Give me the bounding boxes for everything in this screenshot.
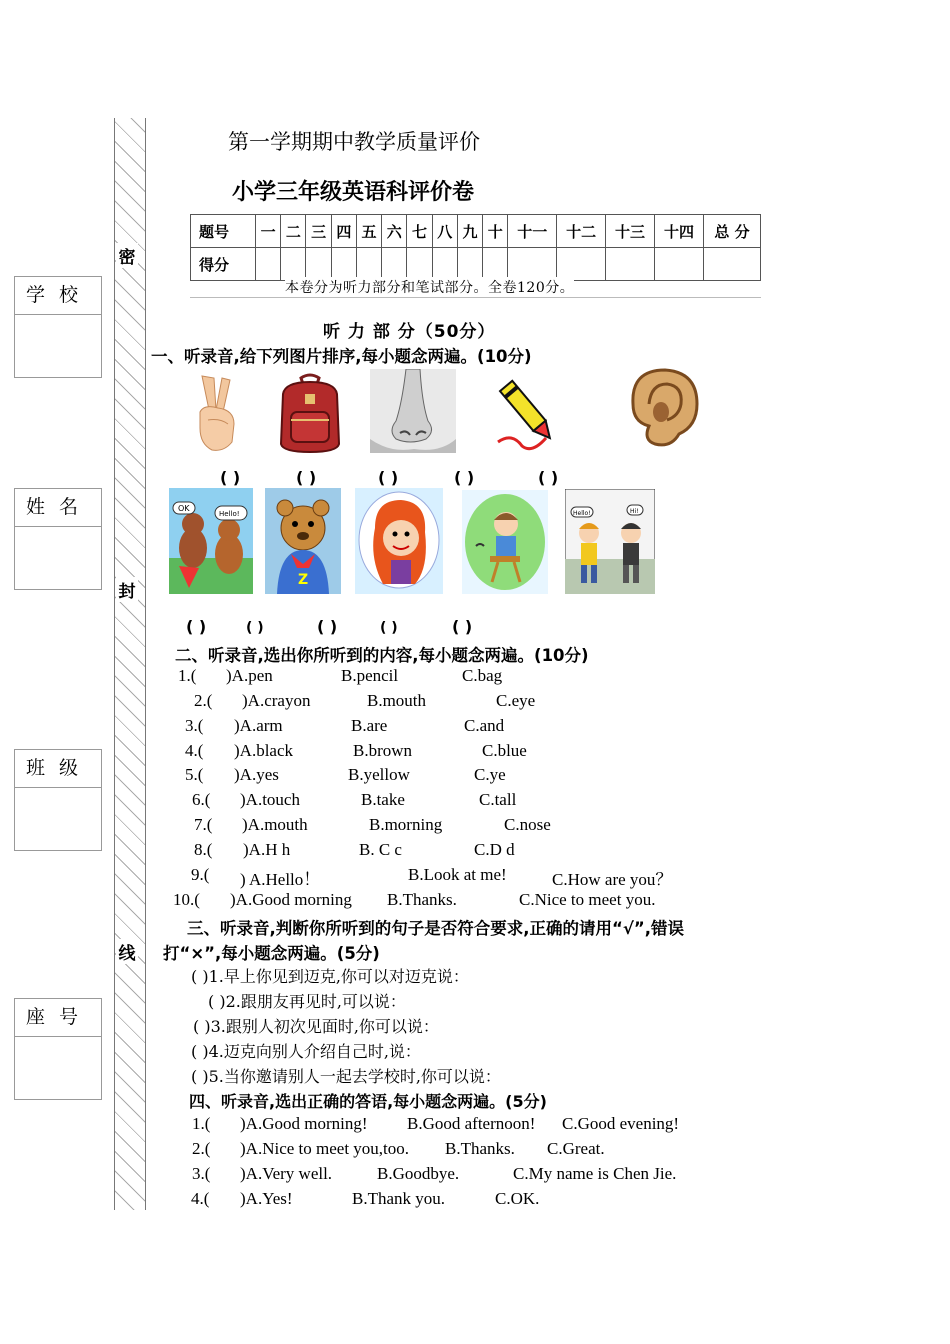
item-number[interactable]: 5.(: [185, 765, 204, 784]
divider: [190, 297, 761, 298]
col-10: 十: [483, 215, 508, 248]
item-number[interactable]: 6.(: [192, 790, 211, 809]
col-12: 十二: [557, 215, 606, 248]
score-cell[interactable]: [382, 248, 407, 281]
backpack-picture: [273, 372, 347, 454]
exam-note: 本卷分为听力部分和笔试部分。全卷120分。: [285, 277, 574, 297]
answer-paren[interactable]: ( ): [452, 617, 473, 636]
answer-paren[interactable]: ( ): [246, 620, 264, 636]
option-c: C.My name is Chen Jie.: [513, 1164, 677, 1183]
option-a: )A.crayon: [242, 691, 311, 710]
peace-hand-picture: [194, 372, 240, 454]
option-b: B.Good afternoon!: [407, 1114, 536, 1133]
seal-char-feng: 封: [116, 577, 138, 602]
option-a: )A.pen: [226, 666, 273, 685]
score-cell[interactable]: [457, 248, 482, 281]
class-field[interactable]: [15, 788, 101, 850]
part3-item-5[interactable]: ( )5.当你邀请别人一起去学校时,你可以说：: [191, 1067, 501, 1086]
exam-subtitle: 第一学期期中教学质量评价: [228, 130, 480, 154]
col-13: 十三: [606, 215, 655, 248]
item-number[interactable]: 1.(: [192, 1114, 211, 1133]
score-table: [190, 214, 761, 281]
col-3: 三: [306, 215, 331, 248]
item-number[interactable]: 10.(: [173, 890, 200, 909]
col-4: 四: [331, 215, 356, 248]
item-number[interactable]: 2.(: [194, 691, 213, 710]
score-cell[interactable]: [654, 248, 703, 281]
option-b: B.Thanks.: [387, 890, 457, 909]
part3-item-4[interactable]: ( )4.迈克向别人介绍自己时,说：: [191, 1042, 421, 1061]
option-b: B.are: [351, 716, 388, 735]
option-a: )A.Very well.: [240, 1164, 333, 1183]
listening-section-title: 听 力 部 分（50分）: [323, 322, 496, 342]
col-2: 二: [281, 215, 306, 248]
seat-box: [14, 998, 102, 1100]
option-c: C.Nice to meet you.: [519, 890, 656, 909]
part3-item-3[interactable]: ( )3.跟别人初次见面时,你可以说：: [193, 1017, 439, 1036]
crayon-picture: [492, 372, 564, 454]
option-c: C.How are you？: [552, 870, 673, 889]
option-b: B.take: [361, 790, 405, 809]
option-b: B.pencil: [341, 666, 399, 685]
score-cell[interactable]: [281, 248, 306, 281]
score-table-score-row: [191, 248, 761, 281]
item-number[interactable]: 2.(: [192, 1139, 211, 1158]
option-a: )A.mouth: [242, 815, 308, 834]
option-c: C.ye: [474, 765, 506, 784]
seal-line-strip: [114, 118, 146, 1210]
item-number[interactable]: 7.(: [194, 815, 213, 834]
option-c: C.bag: [462, 666, 503, 685]
option-b: B. C c: [359, 840, 402, 859]
option-a: )A.Good morning: [230, 890, 352, 909]
bear-with-z-picture: [265, 488, 341, 594]
col-11: 十一: [508, 215, 557, 248]
item-number[interactable]: 4.(: [191, 1189, 210, 1208]
item-number[interactable]: 4.(: [185, 741, 204, 760]
option-c: C.and: [464, 716, 505, 735]
name-label: 姓 名: [15, 489, 101, 527]
option-b: B.Thank you.: [352, 1189, 446, 1208]
seat-label: 座 号: [15, 999, 101, 1037]
header-label: 题号: [191, 215, 256, 248]
col-total: 总 分: [704, 215, 761, 248]
score-cell[interactable]: [432, 248, 457, 281]
col-1: 一: [256, 215, 281, 248]
col-7: 七: [407, 215, 432, 248]
option-b: B.brown: [353, 741, 413, 760]
col-8: 八: [432, 215, 457, 248]
score-label: 得分: [191, 248, 256, 281]
option-c: C.OK.: [495, 1189, 540, 1208]
part3-heading-line2: 打“×”,每小题念两遍。(5分): [163, 944, 380, 963]
option-b: B.yellow: [348, 765, 410, 784]
answer-paren[interactable]: ( ): [186, 617, 207, 636]
col-14: 十四: [654, 215, 703, 248]
option-c: C.nose: [504, 815, 551, 834]
col-9: 九: [457, 215, 482, 248]
answer-paren[interactable]: ( ): [538, 468, 559, 487]
option-c: C.blue: [482, 741, 527, 760]
part3-heading-line1: 三、听录音,判断你所听到的句子是否符合要求,正确的请用“√”,错误: [187, 919, 684, 938]
answer-paren[interactable]: ( ): [296, 468, 317, 487]
option-a: )A.yes: [234, 765, 279, 784]
score-cell[interactable]: [256, 248, 281, 281]
option-c: C.eye: [496, 691, 536, 710]
score-cell[interactable]: [483, 248, 508, 281]
nose-picture: [370, 369, 456, 453]
option-b: B.mouth: [367, 691, 427, 710]
score-cell[interactable]: [704, 248, 761, 281]
greeting-boys-picture: [565, 489, 655, 594]
option-a: )A.H h: [243, 840, 291, 859]
badge-z: Z: [298, 572, 309, 588]
option-b: B.morning: [369, 815, 443, 834]
option-a: )A.Yes!: [240, 1189, 293, 1208]
answer-paren[interactable]: ( ): [380, 620, 398, 636]
score-table-header-row: [191, 215, 761, 248]
option-c: C.Great.: [547, 1139, 605, 1158]
part2-heading: 二、听录音,选出你所听到的内容,每小题念两遍。(10分): [175, 646, 589, 665]
score-cell[interactable]: [306, 248, 331, 281]
answer-paren[interactable]: ( ): [378, 468, 399, 487]
option-a: )A.black: [234, 741, 294, 760]
score-cell[interactable]: [508, 248, 557, 281]
option-a: )A.Good morning!: [240, 1114, 368, 1133]
bears-picture: [169, 488, 253, 594]
option-c: C.D d: [474, 840, 515, 859]
option-a: )A.arm: [234, 716, 283, 735]
item-number[interactable]: 3.(: [185, 716, 204, 735]
ear-picture: [613, 364, 705, 452]
seat-field[interactable]: [15, 1037, 101, 1099]
name-box: [14, 488, 102, 590]
bubble-hello-2: Hello!: [573, 510, 591, 517]
answer-paren[interactable]: ( ): [317, 617, 338, 636]
option-a: )A.Nice to meet you,too.: [240, 1139, 410, 1158]
class-label: 班 级: [15, 750, 101, 788]
seal-char-mi: 密: [116, 243, 138, 268]
school-box: [14, 276, 102, 378]
answer-paren[interactable]: ( ): [220, 468, 241, 487]
school-label: 学 校: [15, 277, 101, 315]
option-b: B.Thanks.: [445, 1139, 515, 1158]
item-number[interactable]: 3.(: [192, 1164, 211, 1183]
bubble-ok: OK: [178, 504, 190, 513]
option-a: ) A.Hello！: [240, 870, 321, 889]
item-number[interactable]: 9.(: [191, 865, 210, 884]
name-field[interactable]: [15, 527, 101, 589]
bubble-hi: Hi!: [630, 508, 639, 515]
bubble-hello: Hello!: [219, 510, 240, 518]
item-number[interactable]: 1.(: [178, 666, 197, 685]
score-cell[interactable]: [356, 248, 381, 281]
score-cell[interactable]: [557, 248, 606, 281]
score-cell[interactable]: [407, 248, 432, 281]
option-b: B.Goodbye.: [377, 1164, 460, 1183]
option-c: C.tall: [479, 790, 517, 809]
girl-picture: [355, 488, 443, 594]
item-number[interactable]: 8.(: [194, 840, 213, 859]
option-b: B.Look at me!: [408, 865, 507, 884]
col-5: 五: [356, 215, 381, 248]
answer-paren[interactable]: ( ): [454, 468, 475, 487]
option-c: C.Good evening!: [562, 1114, 680, 1133]
part1-heading: 一、听录音,给下列图片排序,每小题念两遍。(10分): [151, 347, 532, 366]
score-cell[interactable]: [331, 248, 356, 281]
col-6: 六: [382, 215, 407, 248]
part3-item-2[interactable]: ( )2.跟朋友再见时,可以说：: [208, 992, 406, 1011]
school-field[interactable]: [15, 315, 101, 377]
class-box: [14, 749, 102, 851]
option-a: )A.touch: [240, 790, 300, 809]
sitting-boy-picture: [462, 490, 548, 594]
seal-char-xian: 线: [116, 939, 138, 964]
part3-item-1[interactable]: ( )1.早上你见到迈克,你可以对迈克说：: [191, 967, 469, 986]
part4-heading: 四、听录音,选出正确的答语,每小题念两遍。(5分): [189, 1092, 547, 1111]
score-cell[interactable]: [606, 248, 655, 281]
exam-title: 小学三年级英语科评价卷: [232, 180, 475, 205]
